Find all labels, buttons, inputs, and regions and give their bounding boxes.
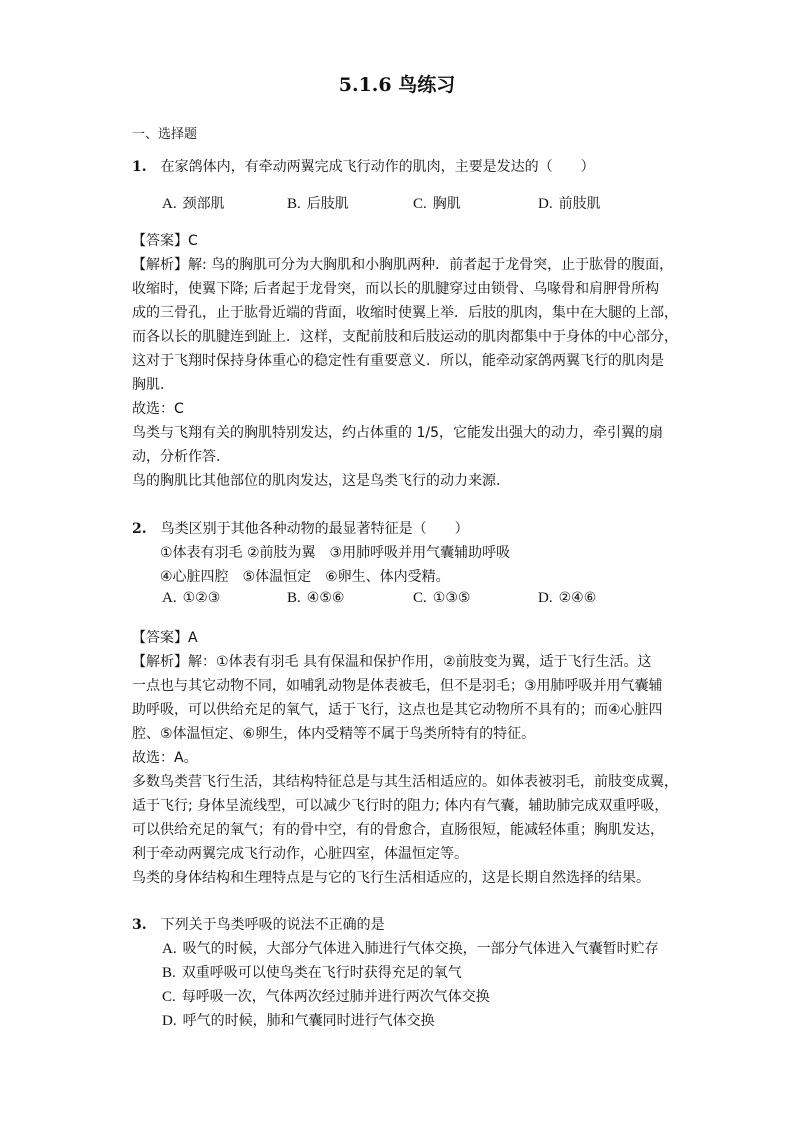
q3-option-d [162,1010,435,1030]
q1-option-a-letter: A. [162,196,177,212]
q2-option-d-text: ②④⑥ [558,590,597,606]
q2-analysis-line: 一点也与其它动物不同，如哺乳动物是体表被毛，但不是羽毛；③用肺呼吸并用气囊辅 [132,678,663,694]
q1-option-b [287,193,349,213]
q1-analysis-line: 收缩时，使翼下降; 后者起于龙骨突，而以长的肌腱穿过由锁骨、乌喙骨和肩胛骨所构 [132,281,660,297]
q1-analysis-line: 鸟的胸肌比其他部位的肌肉发达，这是鸟类飞行的动力来源． [132,473,510,489]
q2-analysis-line: 故选：A。 [132,750,198,766]
q1-analysis-line: 【解析】解: 鸟的胸肌可分为大胸肌和小胸肌两种．前者起于龙骨突，止于肱骨的腹面， [132,257,674,273]
q1-option-c-text: 胸肌 [432,196,461,212]
question-1-text: 在家鸽体内，有牵动两翼完成飞行动作的肌肉，主要是发达的（ ） [160,159,595,175]
q1-answer: 【答案】C [132,233,198,249]
q2-option-d-letter: D. [538,590,553,606]
q2-option-a-text: ①②③ [182,590,221,606]
q2-option-b-text: ④⑤⑥ [306,590,345,606]
q1-analysis-line: 动，分析作答． [132,449,230,465]
q2-option-a-letter: A. [162,590,177,606]
q2-analysis-line: 利于牵动两翼完成飞行动作，心脏四室，体温恒定等。 [132,846,468,862]
question-3-number: 3. [132,917,147,933]
q2-option-c-letter: C. [413,590,427,606]
q3-option-c-text: 每呼吸一次，气体两次经过肺并进行两次气体交换 [181,989,490,1005]
q2-option-a [162,590,220,607]
q2-analysis-line: 助呼吸，可以供给充足的氧气，适于飞行，这点也是其它动物所不具有的；而④心脏四 [132,702,663,718]
question-2-stem [132,518,469,538]
question-2-text: 鸟类区别于其他各种动物的最显著特征是（ ） [160,521,469,537]
question-2-number: 2. [132,521,147,537]
q3-option-b-text: 双重呼吸可以使鸟类在飞行时获得充足的氧气 [181,965,462,981]
q2-analysis-line: 适于飞行; 身体呈流线型，可以减少飞行时的阻力; 体内有气囊，辅助肺完成双重呼吸， [132,798,669,814]
q1-analysis-line: 而各以长的肌腱连到趾上．这样，支配前肢和后肢运动的肌肉都集中于身体的中心部分， [132,329,678,345]
q1-analysis-line: 成的三骨孔，止于肱骨近端的背面，收缩时使翼上举．后肢的肌肉，集中在大腿的上部， [132,305,678,321]
q3-option-b [162,962,462,982]
q3-option-a [162,938,659,958]
q3-option-b-letter: B. [162,965,176,981]
q1-option-c [413,193,461,213]
q1-option-b-text: 后肢肌 [306,196,349,212]
q3-option-a-text: 吸气的时候，大部分气体进入肺进行气体交换，一部分气体进入气囊暂时贮存 [182,941,659,957]
q1-option-d-letter: D. [538,196,553,212]
question-1-stem [132,156,595,176]
q2-analysis-line: 鸟类的身体结构和生理特点是与它的飞行生活相适应的，这是长期自然选择的结果。 [132,870,650,886]
q2-option-b [287,590,344,607]
q3-option-d-text: 呼气的时候，肺和气囊同时进行气体交换 [182,1013,435,1029]
question-3-text: 下列关于鸟类呼吸的说法不正确的是 [160,917,385,933]
q2-option-c [413,590,470,607]
section-heading: 一、选择题 [132,127,198,142]
q2-option-b-letter: B. [287,590,301,606]
q2-analysis-line: 腔、⑤体温恒定、⑥卵生，体内受精等不属于鸟类所特有的特征。 [132,726,536,742]
q3-option-c [162,986,490,1006]
q1-option-a [162,193,225,213]
q1-analysis-line: 鸟类与飞翔有关的胸肌特别发达，约占体重的 1/5，它能发出强大的动力，牵引翼的扇 [132,425,663,441]
q2-analysis-line: 多数鸟类营飞行生活，其结构特征总是与其生活相适应的。如体表被羽毛，前肢变成翼， [132,774,678,790]
q1-analysis-line: 这对于飞翔时保持身体重心的稳定性有重要意义．所以，能牵动家鸽两翼飞行的肌肉是 [132,353,664,369]
q2-answer: 【答案】A [132,630,198,646]
question-3-stem [132,914,385,934]
q2-option-c-text: ①③⑤ [432,590,471,606]
q1-option-b-letter: B. [287,196,301,212]
document-title: 5.1.6 鸟练习 [338,74,456,96]
q2-analysis-line: 可以供给充足的氧气；有的骨中空，有的骨愈合，直肠很短，能减轻体重；胸肌发达， [132,822,664,838]
q3-option-d-letter: D. [162,1013,177,1029]
q1-option-c-letter: C. [413,196,427,212]
q3-option-a-letter: A. [162,941,177,957]
q1-option-d-text: 前肢肌 [558,196,601,212]
q1-analysis-line: 故选：C [132,401,184,417]
q1-option-d [538,193,601,213]
question-1-number: 1. [132,159,147,175]
q2-statement-line: ④心脏四腔 ⑤体温恒定 ⑥卵生、体内受精。 [160,569,450,585]
q3-option-c-letter: C. [162,989,176,1005]
q1-option-a-text: 颈部肌 [182,196,225,212]
q2-option-d [538,590,596,607]
q2-statement-line: ①体表有羽毛 ②前肢为翼 ③用肺呼吸并用气囊辅助呼吸 [160,545,511,561]
q1-analysis-line: 胸肌． [132,377,174,393]
q2-analysis-line: 【解析】解：①体表有羽毛 具有保温和保护作用，②前肢变为翼，适于飞行生活。这 [132,654,652,670]
